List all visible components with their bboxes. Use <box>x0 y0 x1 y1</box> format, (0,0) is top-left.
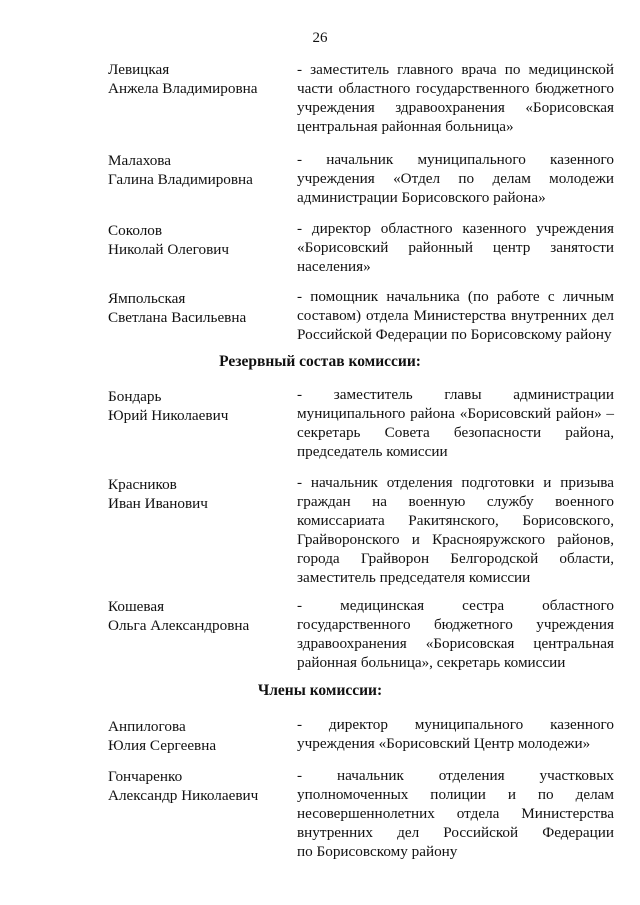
surname: Ямпольская <box>108 290 186 307</box>
person-name <box>108 151 288 189</box>
role-line: города Грайворон Белгородской области, <box>297 550 614 567</box>
role-line: населения» <box>297 258 371 275</box>
role-line: центральная районная больница» <box>297 118 514 135</box>
role-line: Грайворонского и Краснояружского районов, <box>297 531 614 548</box>
role-line: части областного государственного бюджетного <box>297 80 614 97</box>
role-line: составом) отдела Министерства внутренних дел <box>297 307 614 324</box>
role-line: администрации Борисовского района» <box>297 189 546 206</box>
role-line: уполномоченных полиции и по делам <box>297 786 614 803</box>
role-line: несовершеннолетних отдела Министерства <box>297 805 614 822</box>
role-line: - медицинская сестра областного <box>297 597 614 614</box>
person-role <box>297 60 614 136</box>
given-name: Галина Владимировна <box>108 171 253 188</box>
person-role <box>297 150 614 207</box>
role-line: - директор областного казенного учреждения <box>297 220 614 237</box>
surname: Гончаренко <box>108 768 183 785</box>
role-line: - начальник отделения участковых <box>297 767 614 784</box>
person-name <box>108 717 288 755</box>
role-line: - помощник начальника (по работе с личным <box>297 288 614 305</box>
role-line: «Борисовский районный центр занятости <box>297 239 614 256</box>
section-heading: Члены комиссии: <box>257 682 383 699</box>
person-role <box>297 596 614 672</box>
person-name <box>108 387 288 425</box>
role-line: учреждения «Борисовский Центр молодежи» <box>297 735 591 752</box>
person-name <box>108 597 288 635</box>
role-line: по Борисовскому району <box>297 843 458 860</box>
person-name <box>108 221 288 259</box>
role-line: здравоохранения «Борисовская центральная <box>297 635 614 652</box>
given-name: Николай Олегович <box>108 241 230 258</box>
role-line: районная больница», секретарь комиссии <box>297 654 566 671</box>
person-role <box>297 287 614 344</box>
person-role <box>297 385 614 461</box>
given-name: Светлана Васильевна <box>108 309 247 326</box>
person-role <box>297 219 614 276</box>
section-heading: Резервный состав комиссии: <box>219 353 421 370</box>
role-line: учреждения «Отдел по делам молодежи <box>297 170 614 187</box>
given-name: Иван Иванович <box>108 495 208 512</box>
role-line: государственного бюджетного учреждения <box>297 616 614 633</box>
role-line: Российской Федерации по Борисовскому району <box>297 326 612 343</box>
role-line: - заместитель главы администрации <box>297 386 614 403</box>
given-name: Юрий Николаевич <box>108 407 229 424</box>
given-name: Ольга Александровна <box>108 617 250 634</box>
person-name <box>108 60 288 98</box>
person-name <box>108 475 288 513</box>
role-line: граждан на военную службу военного <box>297 493 614 510</box>
page-number: 26 <box>312 30 328 46</box>
person-role <box>297 715 614 753</box>
role-line: - директор муниципального казенного <box>297 716 614 733</box>
surname: Левицкая <box>108 61 170 78</box>
person-name <box>108 767 288 805</box>
role-line: секретарь Совета безопасности района, <box>297 424 614 441</box>
person-name <box>108 289 288 327</box>
surname: Кошевая <box>108 598 165 615</box>
role-line: муниципального района «Борисовский район» – <box>297 405 614 422</box>
role-line: заместитель председателя комиссии <box>297 569 531 586</box>
surname: Соколов <box>108 222 163 239</box>
role-line: - заместитель главного врача по медицинской <box>297 61 614 78</box>
person-role <box>297 473 614 587</box>
role-line: внутренних дел Российской Федерации <box>297 824 614 841</box>
surname: Красников <box>108 476 177 493</box>
surname: Анпилогова <box>108 718 186 735</box>
role-line: - начальник отделения подготовки и призыва <box>297 474 614 491</box>
role-line: - начальник муниципального казенного <box>297 151 614 168</box>
given-name: Александр Николаевич <box>108 787 259 804</box>
given-name: Анжела Владимировна <box>108 80 258 97</box>
role-line: председатель комиссии <box>297 443 448 460</box>
surname: Бондарь <box>108 388 162 405</box>
given-name: Юлия Сергеевна <box>108 737 217 754</box>
role-line: комиссариата Ракитянского, Борисовского, <box>297 512 614 529</box>
role-line: учреждения здравоохранения «Борисовская <box>297 99 614 116</box>
surname: Малахова <box>108 152 172 169</box>
person-role <box>297 766 614 861</box>
